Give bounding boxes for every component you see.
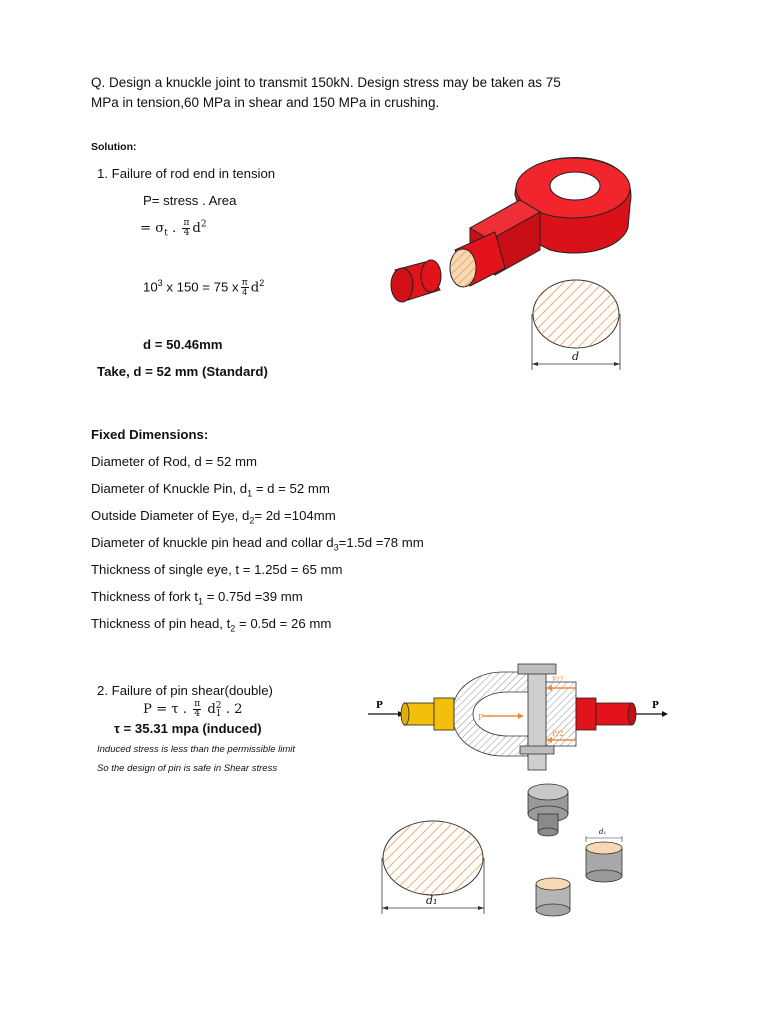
label-d1-small: d₁	[599, 828, 607, 836]
step1-eq3: $10^3$ x 150 = 75 x $\frac{\pi}{4}$ $d^2$	[143, 277, 265, 298]
step1-result: d = 50.46mm	[143, 337, 223, 352]
rod-section-figure	[528, 278, 638, 373]
step1-take: Take, d = 52 mm (Standard)	[97, 364, 268, 379]
pi-over-4-b: $\frac{\pi}{4}$	[241, 277, 248, 298]
question-line-1: Q. Design a knuckle joint to transmit 150kN. Design stress may be taken as 75	[91, 75, 561, 90]
fixed-dimension-item: Diameter of Knuckle Pin, $d_1 = d = 52$ mm	[91, 481, 330, 499]
fixed-dimension-item: Diameter of Rod, d = 52 mm	[91, 454, 258, 469]
eq2-sigma: = σ	[140, 221, 165, 236]
step2-note-1: Induced stress is less than the permissible limit	[97, 744, 295, 755]
fixed-dimension-item: Diameter of knuckle pin head and collar $d_3=1.5d =78$ mm	[91, 535, 424, 553]
step2-eq: P = τ . $\frac{\pi}{4}$ d 2 1 . 2	[143, 699, 243, 719]
eq2-dot: .	[167, 221, 177, 236]
red-rod	[596, 703, 632, 725]
knuckle-pin	[528, 670, 546, 770]
eq2-square: 2	[200, 219, 207, 230]
pin-head-top	[528, 784, 568, 800]
label-d: d	[572, 350, 580, 363]
question-line-2: MPa in tension,60 MPa in shear and 150 MPa in crushing.	[91, 95, 440, 110]
step1-eq1: P= stress . Area	[143, 193, 237, 208]
fixed-dimension-item: Thickness of single eye, t = 1.25d = 65 mm	[91, 562, 343, 577]
fork	[454, 672, 528, 756]
solution-label: Solution:	[91, 141, 137, 153]
red-eye-end	[576, 698, 596, 730]
label-P-half-2: P/2	[552, 730, 564, 738]
label-P-right: P	[652, 701, 659, 711]
knuckle-joint-figure	[368, 662, 668, 777]
pin-section-figure	[378, 818, 488, 918]
step2-result: τ = 35.31 mpa (induced)	[114, 721, 262, 736]
pi-over-4: $\frac{\pi}{4}$	[183, 218, 190, 238]
eq2-sub: t	[164, 228, 168, 239]
step2-title: 2. Failure of pin shear(double)	[97, 683, 273, 698]
label-d1: d₁	[426, 894, 438, 907]
sheared-pin-figure	[518, 780, 638, 920]
fixed-heading: Fixed Dimensions:	[91, 427, 209, 442]
label-P-half-1: P/2	[552, 676, 564, 684]
fixed-dimension-item: Thickness of pin head, $t_2 = 0.5d = 26$ mm	[91, 616, 332, 634]
eq2-var: d	[192, 221, 201, 236]
step1-eq2	[140, 219, 207, 239]
label-P-mid: P	[478, 713, 484, 722]
step1-title: 1. Failure of rod end in tension	[97, 166, 276, 181]
eye-hole	[550, 172, 600, 200]
label-P-left: P	[376, 701, 383, 711]
pi-over-4-c: $\frac{\pi}{4}$	[194, 699, 201, 719]
fixed-dimension-item: Outside Diameter of Eye, $d_2= 2d =104mm$	[91, 508, 336, 526]
step2-note-2: So the design of pin is safe in Shear stress	[97, 763, 278, 774]
fixed-dimension-item: Thickness of fork $t_1 = 0.75d =39$ mm	[91, 589, 303, 607]
